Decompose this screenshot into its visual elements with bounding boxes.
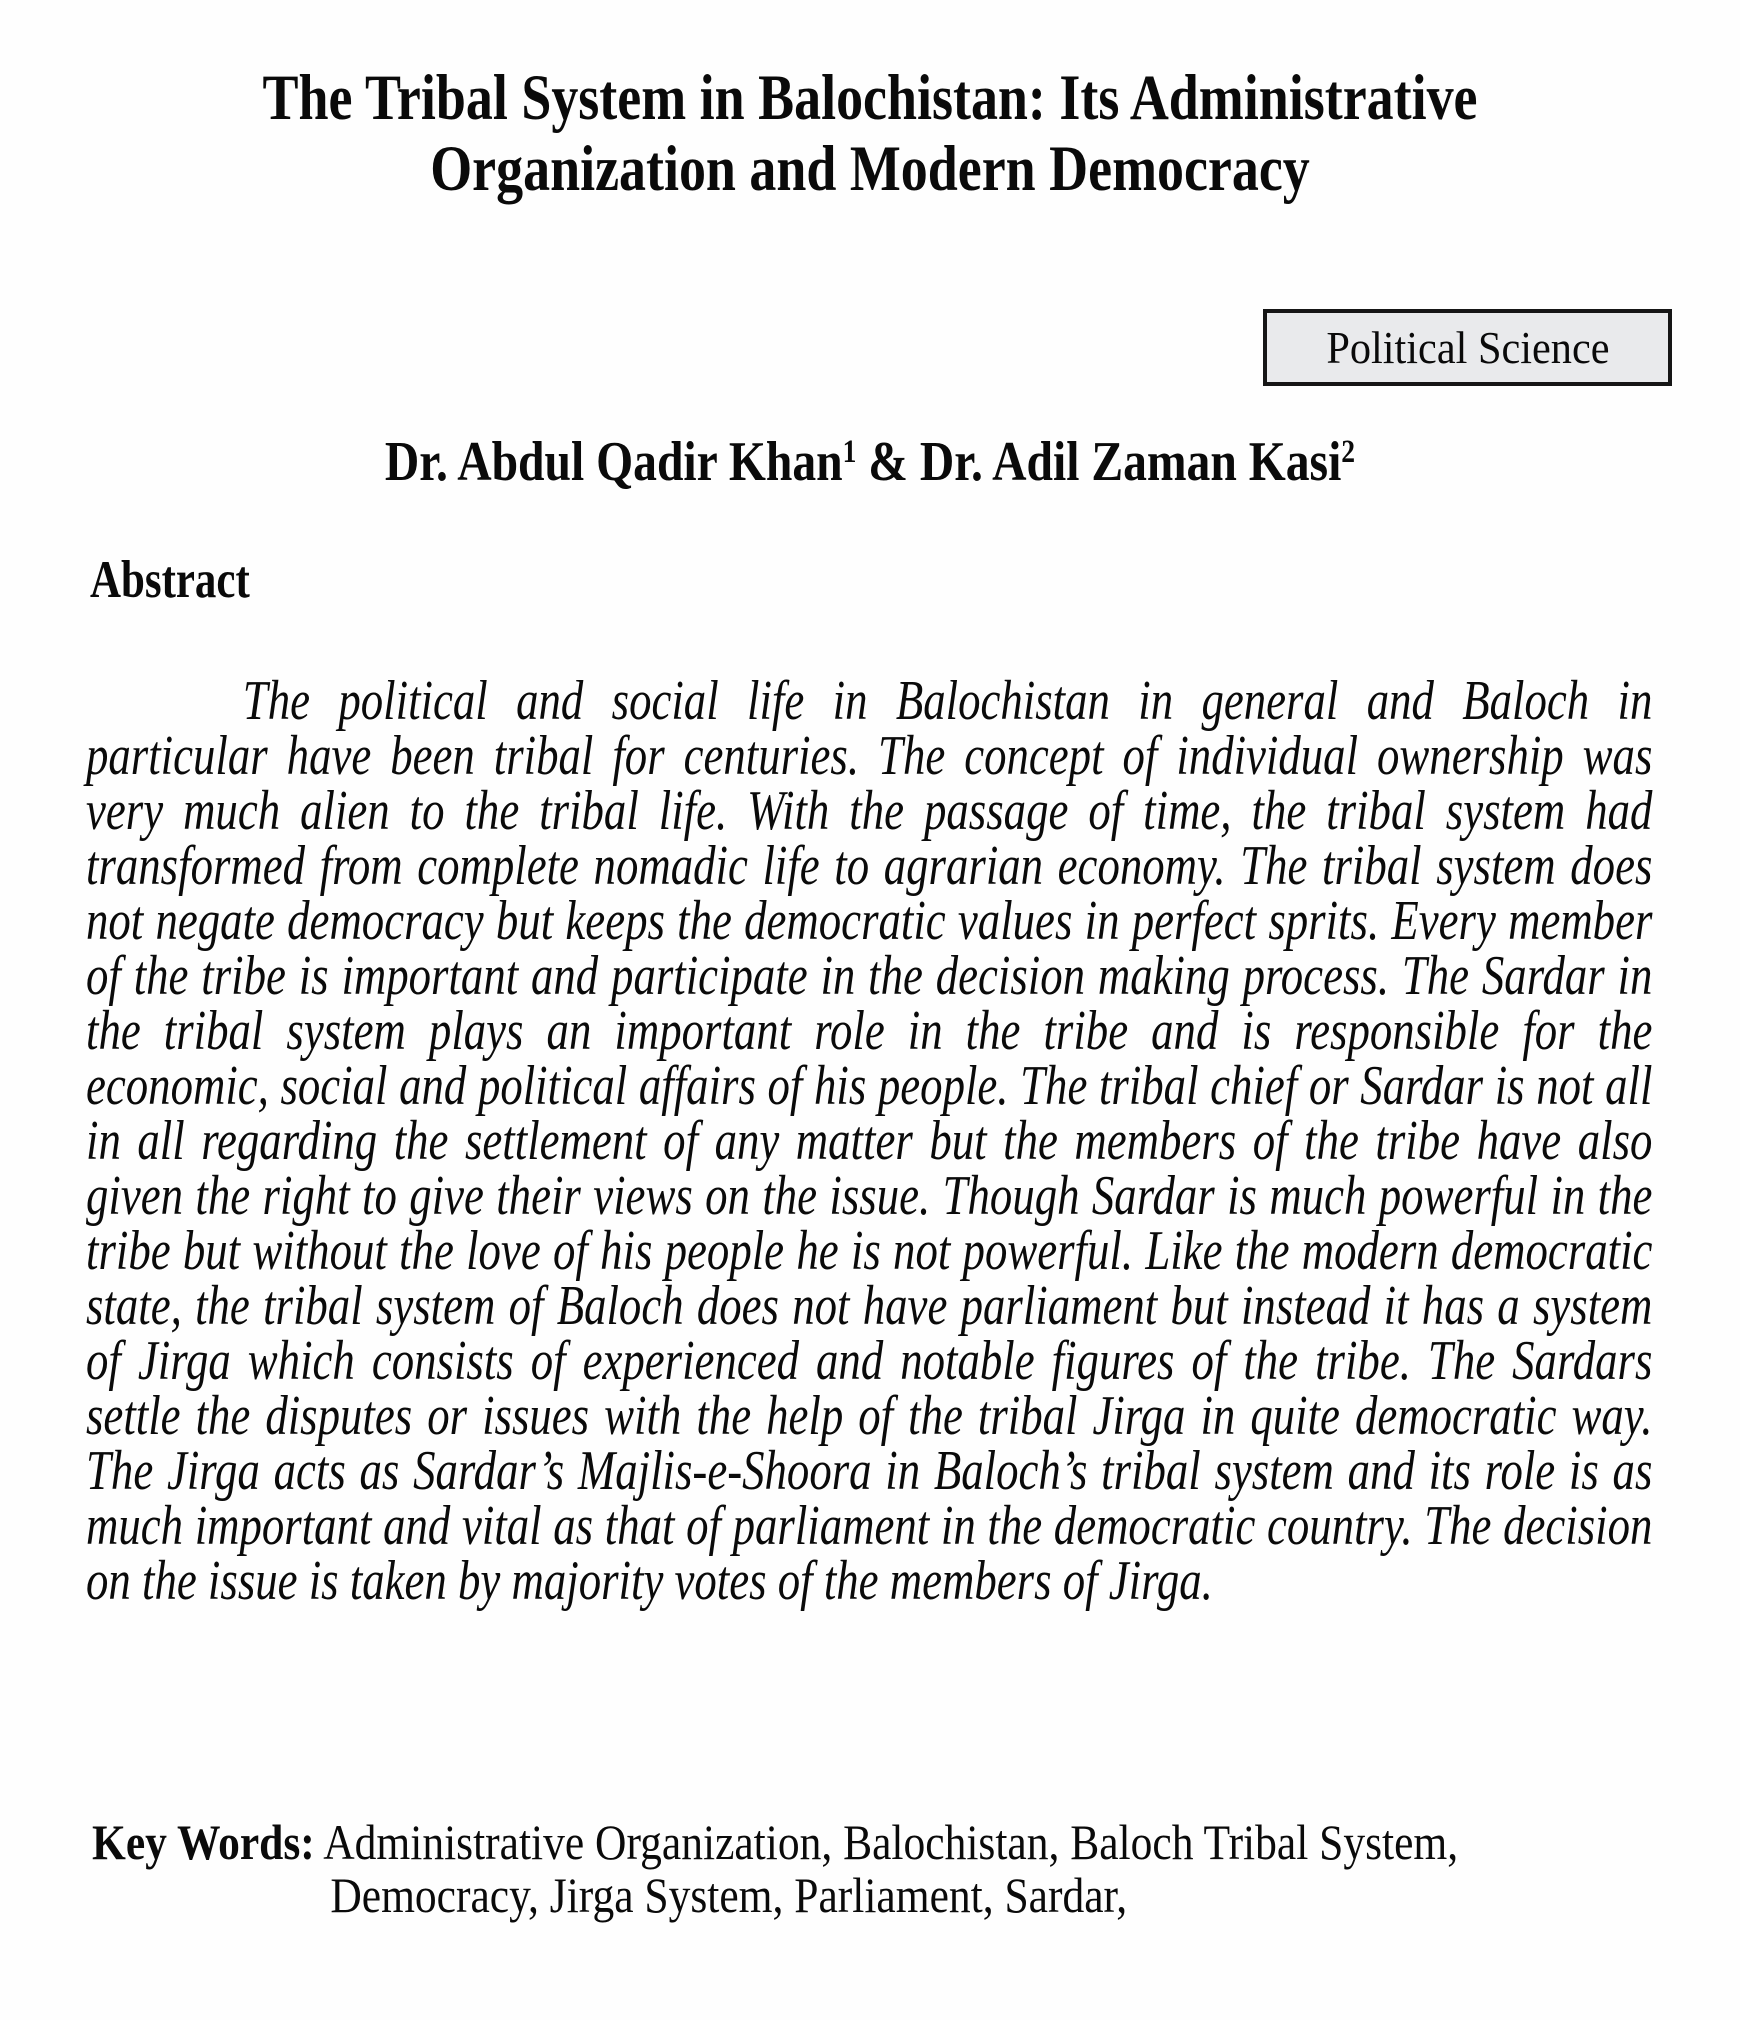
abstract-heading: Abstract (90, 551, 250, 609)
keywords-section (92, 1816, 1458, 1922)
paper-title-line-2: Organization and Modern Democracy (430, 133, 1310, 205)
authors-line (131, 430, 1610, 494)
author-1-name: Dr. Abdul Qadir Khan (384, 431, 843, 493)
keywords-text-line-1: Administrative Organization, Balochistan, Baloch Tribal System, (323, 1814, 1459, 1870)
authors-separator: & (856, 431, 920, 493)
keywords-label: Key Words: (92, 1814, 315, 1870)
subject-category-box (1263, 309, 1672, 386)
keywords-line-2: Democracy, Jirga System, Parliament, Sardar, (330, 1867, 1128, 1923)
paper-title-line-1: The Tribal System in Balochistan: Its Administrative (262, 62, 1478, 134)
paper-title (148, 63, 1592, 205)
author-2-name: Dr. Adil Zaman Kasi (919, 431, 1342, 493)
author-2-affiliation-ref: 2 (1341, 434, 1356, 471)
keywords-line-1 (92, 1816, 1458, 1869)
subject-category-label: Political Science (1325, 322, 1610, 373)
abstract-text: The political and social life in Balochistan in general and Baloch in particular have been tribal for centuries. The concept of individual ownership was very much alien to the tribal life. With the passage of time, the tribal system had transformed from complete nomadic life to agrarian economy. The tribal system does not negate democracy but keeps the democratic values in perfect sprits. Every member of the tribe is important and participate in the decision making process. The Sardar in the tribal system plays an important role in the tribe and is responsible for the economic, social and political affairs of his people. The tribal chief or Sardar is not all in all regarding the settlement of any matter but the members of the tribe have also given the right to give their views on the issue. Though Sardar is much powerful in the tribe but without the love of his people he is not powerful. Like the modern democratic state, the tribal system of Baloch does not have parliament but instead it has a system of Jirga which consists of experienced and notable figures of the tribe. The Sardars settle the disputes or issues with the help of the tribal Jirga in quite democratic way. The Jirga acts as Sardar’s Majlis-e-Shoora in Baloch’s tribal system and its role is as much important and vital as that of parliament in the democratic country. The decision on the issue is taken by majority votes of the members of Jirga. (86, 670, 1653, 1612)
author-1-affiliation-ref: 1 (842, 434, 857, 471)
